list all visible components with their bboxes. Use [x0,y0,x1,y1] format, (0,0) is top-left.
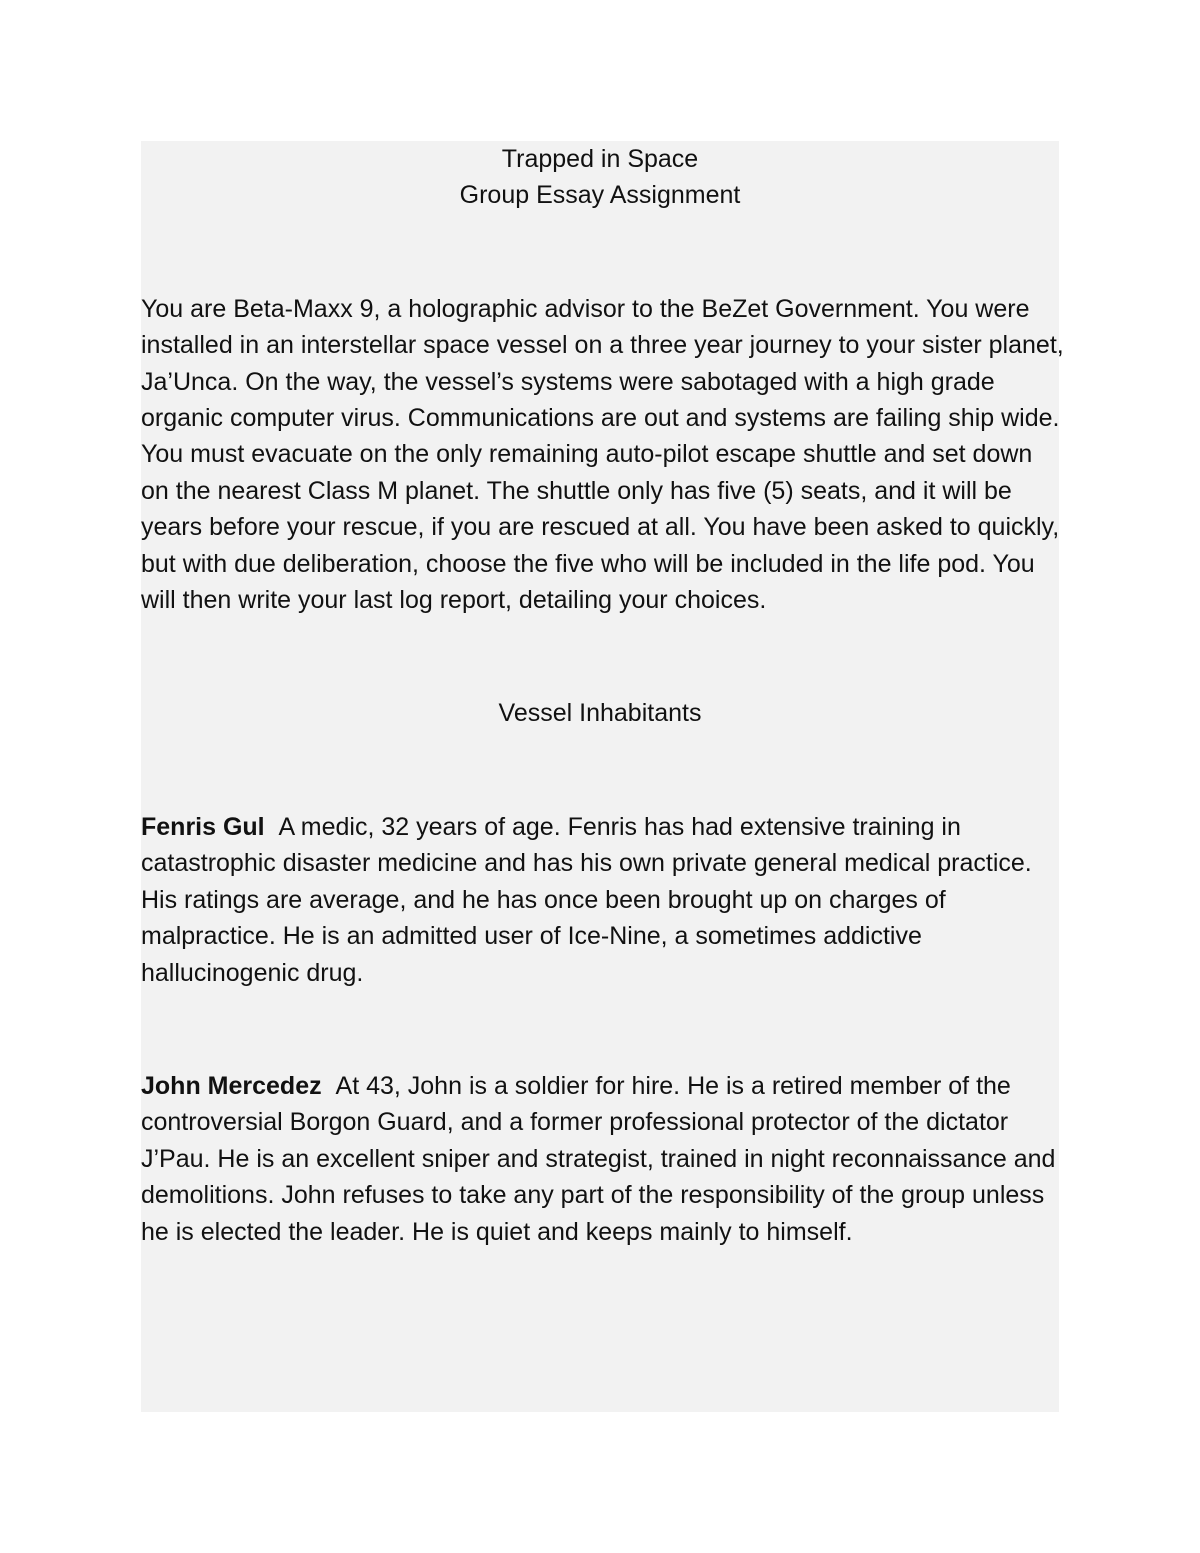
document-body [141,141,1066,1250]
intro-paragraph: You are Beta-Maxx 9, a holographic advisor to the BeZet Government. You were installed in an interstellar space vessel on a three year journey to your sister planet, Ja’Unca. On the way, the vessel’s systems were sabotaged with a high grade organic computer virus. Communications are out and systems are failing ship wide. You must evacuate on the only remaining auto-pilot escape shuttle and set down on the nearest Class M planet. The shuttle only has five (5) seats, and it will be years before your rescue, if you are rescued at all. You have been asked to quickly, but with due deliberation, choose the five who will be included in the life pod. You will then write your last log report, detailing your choices. [141,294,1064,615]
section-heading: Vessel Inhabitants [498,699,702,728]
character-entry-john [141,1068,1066,1250]
character-entry-fenris [141,809,1066,991]
character-description: A medic, 32 years of age. Fenris has had extensive training in catastrophic disaster medicine and has his own private general medical practice. His ratings are average, and he has once been brought up on charges of malpractice. He is an admitted user of Ice-Nine, a sometimes addictive hallucinogenic drug. [141,812,1032,987]
character-name: John Mercedez [141,1071,322,1100]
character-name: Fenris Gul [141,812,265,841]
document-subtitle: Group Essay Assignment [459,181,741,210]
document-title: Trapped in Space [501,145,699,173]
character-description: At 43, John is a soldier for hire. He is a retired member of the controversial Borgon Guard, and a former professional protector of the dictator J’Pau. He is an excellent sniper and strategist, trained in night reconnaissance and demolitions. John refuses to take any part of the responsibility of the group unless he is elected the leader. He is quiet and keeps mainly to himself. [141,1071,1056,1246]
